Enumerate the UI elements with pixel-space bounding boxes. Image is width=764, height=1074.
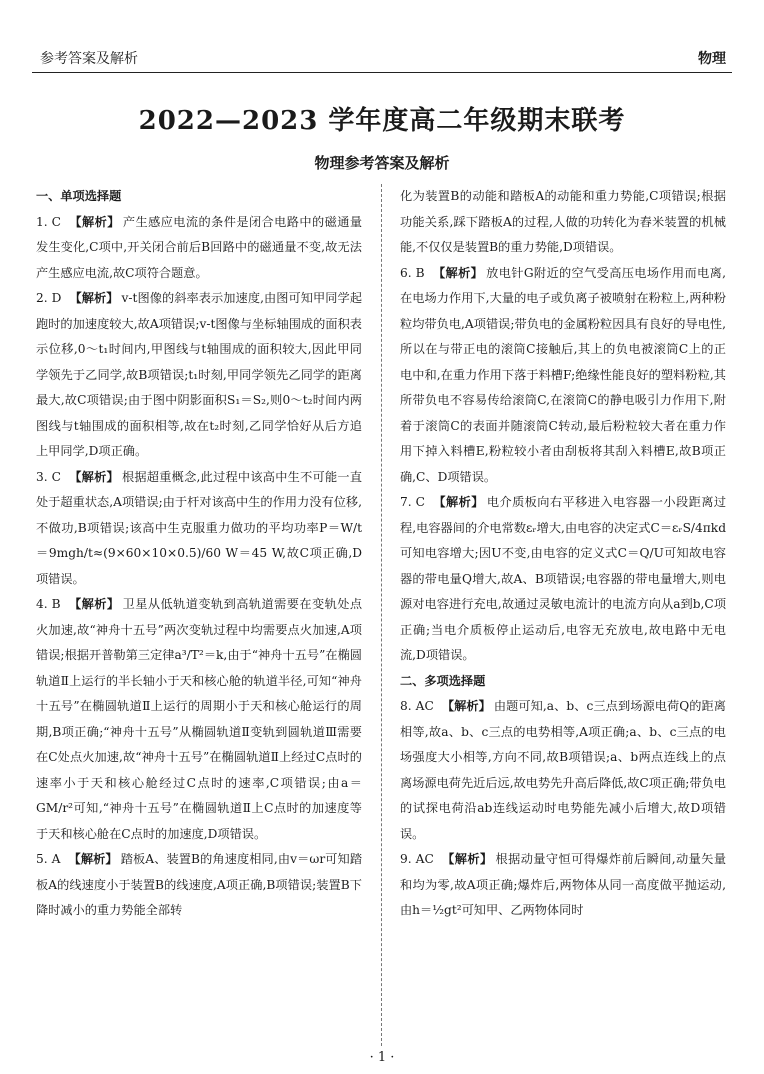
question-number: 5. [36,852,48,866]
column-divider [381,184,382,1046]
analysis-text: 电介质板向右平移进入电容器一小段距离过程,电容器间的介电常数εᵣ增大,由电容的决定式C＝εᵣS/4πkd可知电容增大;因U不变,由电容的定义式C＝Q/U可知故电容器的带电量Q增大,故A、B项错误;电容器的带电量增大,则电源对电容进行充电,故通过灵敏电流计的电流方向从a到b,C项正确;当电介质板停止运动后,电容无充放电,故电路中无电流,D项错误。 [400,495,727,662]
answer-letter: C [415,495,425,509]
analysis-tag: 【解析】 [441,852,493,866]
analysis-text: v-t图像的斜率表示加速度,由图可知甲同学起跑时的加速度较大,故A项错误;v-t图像与坐标轴围成的面积表示位移,0～t₁时间内,甲图线与t轴围成的面积较大,因此甲同学领先于乙同学,故B项错误;t₁时刻,甲同学领先乙同学的距离最大,故C项错误;由于图中阴影面积S₁＝S₂,则0～t₂时间内两图线与t轴围成的面积相等,故在t₂时刻,乙同学恰好从后方追上甲同学,D项正确。 [36,291,363,458]
analysis-text: 化为装置B的动能和踏板A的动能和重力势能,C项错误;根据功能关系,踩下踏板A的过程,人做的功转化为舂米装置的机械能,不仅仅是装置B的重力势能,D项错误。 [400,189,726,254]
analysis-text: 卫星从低轨道变轨到高轨道需要在变轨处点火加速,故“神舟十五号”两次变轨过程中均需要点火加速,A项错误;根据开普勒第三定律a³/T²＝k,由于“神舟十五号”在椭圆轨道Ⅱ上运行的半长轴小于天和核心舱的轨道半径,可知“神舟十五号”在椭圆轨道Ⅱ上运行的周期小于天和核心舱运行的周期,B项正确;“神舟十五号”从椭圆轨道Ⅱ变轨到圆轨道Ⅲ需要在C处点火加速,故“神舟十五号”在椭圆轨道Ⅱ上经过C点时的速率小于天和核心舱经过C点时的速率,C项错误;由a＝GM/r²可知,“神舟十五号”在椭圆轨道Ⅱ上C点时的加速度等于天和核心舱在C点时的加速度,D项错误。 [36,597,363,841]
answer-letter: A [51,852,61,866]
analysis-tag: 【解析】 [68,214,120,229]
page-number: · 1 · [369,1050,395,1065]
answer-item-3 [36,465,362,593]
analysis-tag: 【解析】 [68,469,119,484]
answer-letter: D [51,291,62,305]
question-number: 9. [400,852,412,866]
section-heading-multi: 二、多项选择题 [400,673,486,688]
analysis-text: 由题可知,a、b、c三点到场源电荷Q的距离相等,故a、b、c三点的电势相等,A项正确;a、b、c三点的电场强度大小相等,方向不同,故B项错误;a、b两点连线上的点离场源电荷先近后远,故电势先升高后降低,故C项正确;带负电的试探电荷沿ab连线运动时电势能先减小后增大,故D项错误。 [400,699,726,841]
answer-letter: C [51,469,61,484]
question-number: 7. [400,495,412,509]
question-number: 4. [36,597,48,611]
analysis-tag: 【解析】 [432,495,484,509]
analysis-tag: 【解析】 [68,852,118,866]
answer-letter: AC [415,852,434,866]
question-number: 6. [400,265,412,280]
analysis-text: 踏板A、装置B的角速度相同,由v＝ωr可知踏板A的线速度小于装置B的线速度,A项正确,B项错误;装置B下降时减小的重力势能全部转 [36,852,363,917]
question-number: 3. [36,469,48,484]
document-subtitle: 物理参考答案及解析 [314,154,450,172]
answer-item-5 [36,847,362,924]
answer-item-2 [36,286,362,465]
answer-letter: B [51,597,61,611]
analysis-tag: 【解析】 [441,699,491,713]
answer-letter: AC [415,699,434,713]
answer-item-7 [400,490,726,669]
document-title: 2022—2023 学年度高二年级期末联考 [138,106,626,136]
analysis-text: 产生感应电流的条件是闭合电路中的磁通量发生变化,C项中,开关闭合前后B回路中的磁通量不变,故无法产生感应电流,故C项符合题意。 [36,214,363,280]
question-number: 1. [36,214,48,229]
left-column [36,184,362,924]
question-number: 2. [36,291,48,305]
analysis-text: 根据超重概念,此过程中该高中生不可能一直处于超重状态,A项错误;由于杆对该高中生的作用力没有位移,不做功,B项错误;该高中生克服重力做功的平均功率P＝W/t＝9mgh/t≈(9×60×10×0.5)/60 W＝45 W,故C项正确,D项错误。 [36,469,363,586]
answer-item-8 [400,694,726,847]
answer-item-9 [400,847,726,924]
analysis-text: 根据动量守恒可得爆炸前后瞬间,动量矢量和均为零,故A项正确;爆炸后,两物体从同一高度做平抛运动,由h＝½gt²可知甲、乙两物体同时 [400,852,727,917]
question-number: 8. [400,699,412,713]
answer-letter: C [51,214,61,229]
page-header [32,42,732,73]
analysis-tag: 【解析】 [69,291,119,305]
answer-item-5-continued [400,184,726,261]
answer-letter: B [415,265,425,280]
analysis-tag: 【解析】 [432,265,484,280]
answer-item-1 [36,210,362,287]
analysis-text: 放电针G附近的空气受高压电场作用而电离,在电场力作用下,大量的电子或负离子被喷射在粉粒上,两种粉粒均带负电,A项错误;带负电的金属粉粒因具有良好的导电性,所以在与带正电的滚筒C接触后,其上的负电被滚筒C上的正电中和,在重力作用下落于料槽F;绝缘性能良好的塑料粉粒,其所带负电不容易传给滚筒C,在滚筒C的静电吸引力作用下,附着于滚筒C的表面并随滚筒C转动,最后粉粒较大者在重力作用下掉入料槽E,粉粒较小者由刮板将其刮入料槽E,故B项正确,C、D项错误。 [400,265,726,484]
answer-item-4 [36,592,362,847]
header-subject: 物理 [698,51,726,67]
header-left-label: 参考答案及解析 [40,51,138,67]
section-heading-single: 一、单项选择题 [36,189,122,203]
right-column [400,184,726,924]
answer-item-6 [400,261,726,491]
analysis-tag: 【解析】 [68,597,120,611]
